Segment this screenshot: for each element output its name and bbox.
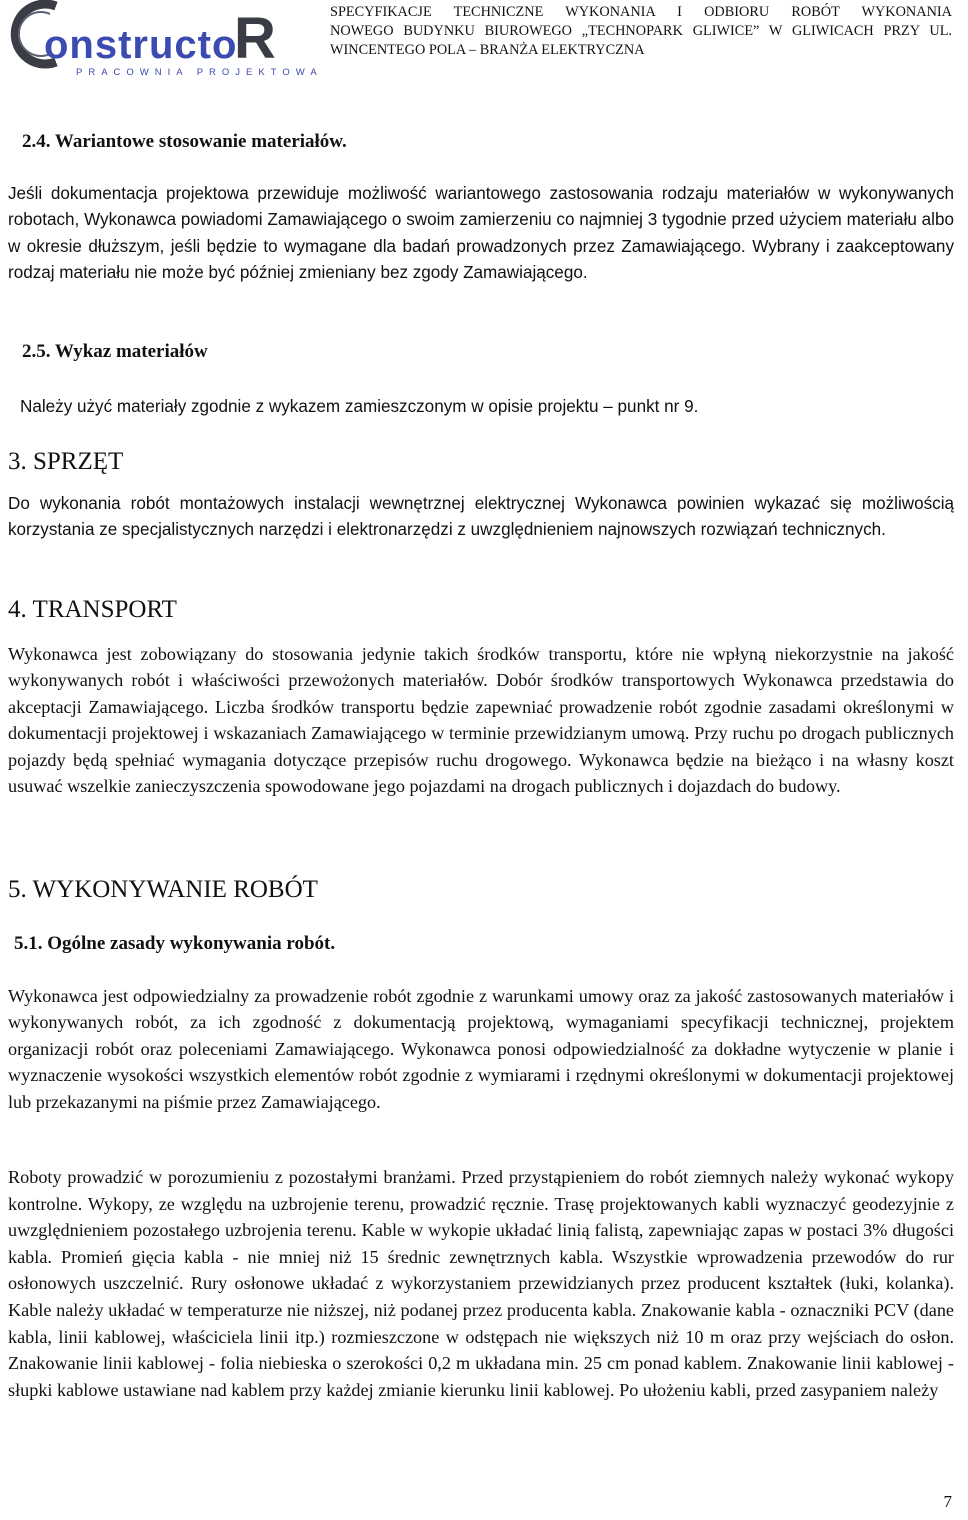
section-5-heading-wrap <box>8 876 954 904</box>
section-5-1-body-2 <box>8 1164 954 1403</box>
section-2-4-body <box>8 181 954 287</box>
section-4-body <box>8 641 954 799</box>
section-3-body <box>8 491 954 544</box>
logo-text: onstructo <box>44 23 238 67</box>
section-3-heading-wrap <box>8 448 954 476</box>
page-number: 7 <box>943 1492 952 1511</box>
header-line-1: SPECYFIKACJE TECHNICZNE WYKONANIA I ODBIORU ROBÓT WYKONANIA <box>330 4 952 20</box>
company-logo <box>6 0 323 78</box>
section-3-paragraph: Do wykonania robót montażowych instalacji wewnętrznej elektrycznej Wykonawca powinien wykazać się możliwością korzystania ze specjalistycznych narzędzi i elektronarzędzi z uwzględnieniem najnowszych rozwiązań technicznych. <box>8 494 954 540</box>
section-3-heading: 3. SPRZĘT <box>8 448 124 475</box>
section-2-5-body <box>20 394 950 420</box>
section-5-1-body <box>8 983 954 1115</box>
section-4-heading: 4. TRANSPORT <box>8 596 177 623</box>
svg-text:R: R <box>234 6 276 71</box>
section-2-4-paragraph: Jeśli dokumentacja projektowa przewiduje możliwość wariantowego zastosowania rodzaju materiałów w wykonywanych robotach, Wykonawca powiadomi Zamawiającego o swoim zamierzeniu co najmniej 3 tygodnie przed użyciem materiału albo w okresie dłuższym, jeśli będzie to wymagane dla badań prowadzonych przez Zamawiającego. Wybrany i zaakceptowany rodzaj materiału nie może być później zmieniany bez zgody Zamawiającego. <box>8 184 954 283</box>
section-2-4-heading: 2.4. Wariantowe stosowanie materiałów. <box>22 131 347 152</box>
section-5-1-heading: 5.1. Ogólne zasady wykonywania robót. <box>14 933 336 954</box>
section-5-1-paragraph: Wykonawca jest odpowiedzialny za prowadzenie robót zgodnie z warunkami umowy oraz za jakość zastosowanych materiałów i wykonywanych robót, za ich zgodność z dokumentacją projektową, wymaganiami specyfikacji technicznej, projektem organizacji robót oraz poleceniami Zamawiającego. Wykonawca ponosi odpowiedzialność za dokładne wytyczenie w planie i wyznaczenie wysokości wszystkich elementów robót zgodnie z wymiarami i rzędnymi określonymi w dokumentacji projektowej lub przekazanymi na piśmie przez Zamawiającego. <box>8 986 954 1112</box>
section-2-5-paragraph: Należy użyć materiały zgodnie z wykazem zamieszczonym w opisie projektu – punkt nr 9. <box>20 397 699 416</box>
header-line-3: WINCENTEGO POLA – BRANŻA ELEKTRYCZNA <box>330 42 645 58</box>
constructor-logo-graphic <box>6 0 323 78</box>
section-4-heading-wrap <box>8 596 954 624</box>
section-2-5-heading-wrap <box>8 341 954 363</box>
section-5-1-paragraph-2: Roboty prowadzić w porozumieniu z pozostałymi branżami. Przed przystąpieniem do robót ziemnych należy wykonać wykopy kontrolne. Wykopy, ze względu na uzbrojenie terenu, prowadzić ręcznie. Trasę projektowanych kabli wyznaczyć geodezyjnie z uwzględnieniem pozostałego uzbrojenia terenu. Kable w wykopie układać linią falistą, zapewniając zapas w postaci 3% długości kabla. Promień gięcia kabla - nie mniej niż 15 średnic zewnętrznych kabla. Wszystkie wprowadzenia przewodów do rur osłonowych uszczelnić. Rury osłonowe układać z wykorzystaniem przewidzianych przez producent kształtek (łuki, kolanka). Kable należy układać w temperaturze nie niższej, niż podanej przez producenta kabla. Znakowanie kabla - oznaczniki PCV (dane kabla, linii kablowej, właściciela linii itp.) rozmieszczone w odstępach nie większych niż 10 m oraz przy wejściach do osłon. Znakowanie linii kablowej - folia niebieska o szerokości 0,2 m układana min. 25 cm ponad kablem. Znakowanie linii kablowej - słupki kablowe ustawiane nad kablem przy każdej zmianie kierunku linii kablowej. Po ułożeniu kabli, przed zasypaniem należy <box>8 1167 954 1400</box>
section-2-5-heading: 2.5. Wykaz materiałów <box>22 341 208 362</box>
logo-subtitle: PRACOWNIA PROJEKTOWA <box>76 67 323 78</box>
section-5-heading: 5. WYKONYWANIE ROBÓT <box>8 876 318 903</box>
section-4-paragraph: Wykonawca jest zobowiązany do stosowania jedynie takich środków transportu, które nie wpłyną niekorzystnie na jakość wykonywanych robót i właściwości przewożonych materiałów. Dobór środków transportowych Wykonawca przedstawia do akceptacji Zamawiającego. Liczba środków transportu będzie zapewniać prowadzenie robót zgodnie zasadami określonymi w dokumentacji projektowej i wskazaniach Zamawiającego w terminie przewidzianym umową. Przy ruchu po drogach publicznych pojazdy będą spełniać wymagania dotyczące przepisów ruchu drogowego. Wykonawca będzie na bieżąco i na własny koszt usuwać wszelkie zanieczyszczenia spowodowane jego pojazdami na drogach publicznych i dojazdach do budowy. <box>8 644 954 797</box>
section-5-1-heading-wrap <box>8 933 954 955</box>
section-2-4-heading-wrap <box>8 131 954 153</box>
header-line-2: NOWEGO BUDYNKU BIUROWEGO „TECHNOPARK GLIWICE” W GLIWICACH PRZY UL. <box>330 23 952 39</box>
